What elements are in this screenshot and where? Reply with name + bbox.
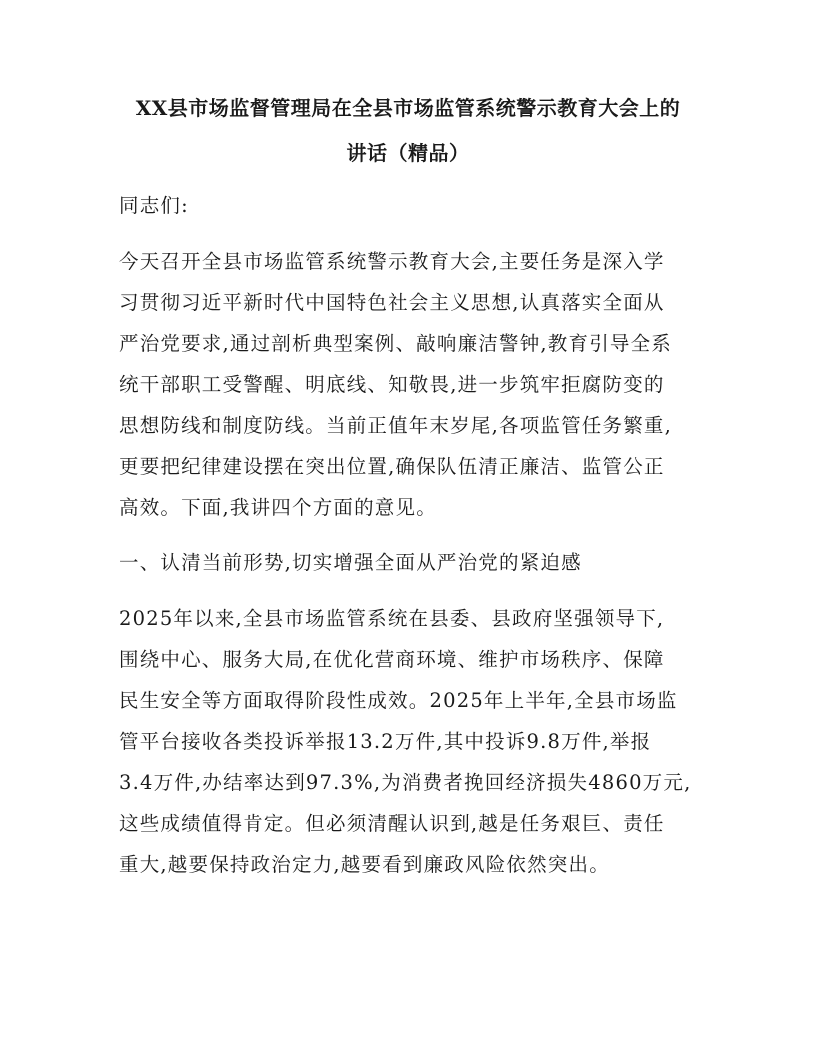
- section-1-heading: 一、认清当前形势,切实增强全面从严治党的紧迫感: [119, 551, 582, 574]
- paragraph-1-line: 今天召开全县市场监管系统警示教育大会,主要任务是深入学: [119, 250, 665, 273]
- paragraph-1-line: 思想防线和制度防线。当前正值年末岁尾,各项监管任务繁重,: [119, 414, 672, 437]
- paragraph-1-line: 严治党要求,通过剖析典型案例、敲响廉洁警钟,教育引导全系: [119, 332, 672, 355]
- paragraph-2-line: 2025年以来,全县市场监管系统在县委、县政府坚强领导下,: [119, 607, 665, 630]
- document-title-line-1: XX县市场监督管理局在全县市场监管系统警示教育大会上的: [135, 96, 681, 120]
- paragraph-2-line: 围绕中心、服务大局,在优化营商环境、维护市场秩序、保障: [119, 648, 665, 671]
- paragraph-1-line: 更要把纪律建设摆在突出位置,确保队伍清正廉洁、监管公正: [119, 455, 665, 478]
- document-title-line-2: 讲话（精品）: [346, 141, 470, 165]
- paragraph-1-line: 高效。下面,我讲四个方面的意见。: [119, 496, 437, 519]
- paragraph-1-line: 统干部职工受警醒、明底线、知敬畏,进一步筑牢拒腐防变的: [119, 373, 665, 396]
- paragraph-2-line: 民生安全等方面取得阶段性成效。2025年上半年,全县市场监: [119, 689, 678, 712]
- paragraph-2-line: 3.4万件,办结率达到97.3%,为消费者挽回经济损失4860万元,: [119, 771, 692, 794]
- salutation: 同志们:: [119, 194, 189, 217]
- paragraph-2-line: 管平台接收各类投诉举报13.2万件,其中投诉9.8万件,举报: [119, 730, 652, 753]
- paragraph-2-line: 这些成绩值得肯定。但必须清醒认识到,越是任务艰巨、责任: [119, 812, 665, 835]
- paragraph-2-line: 重大,越要保持政治定力,越要看到廉政风险依然突出。: [119, 853, 610, 876]
- paragraph-1-line: 习贯彻习近平新时代中国特色社会主义思想,认真落实全面从: [119, 291, 665, 314]
